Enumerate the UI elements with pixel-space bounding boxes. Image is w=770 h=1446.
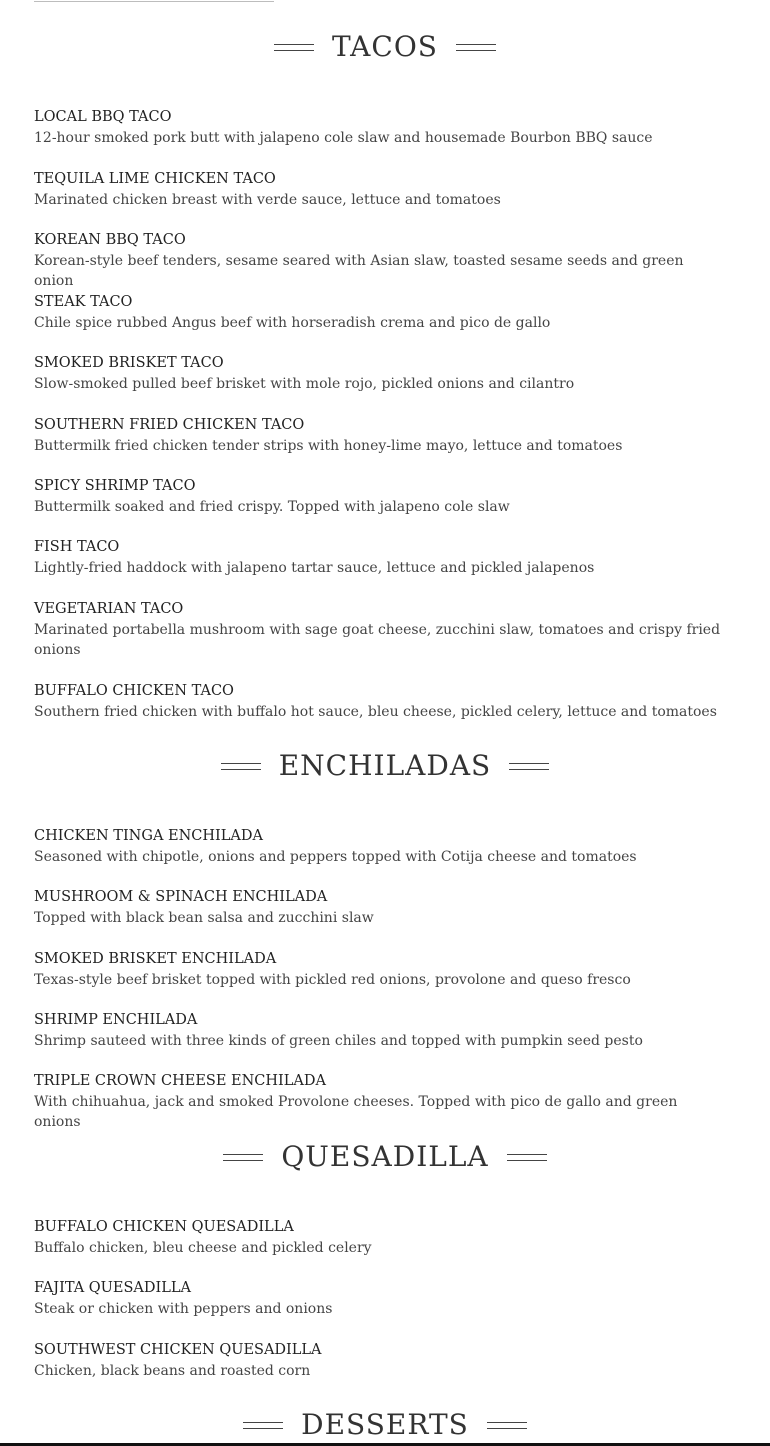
menu-item-description: Texas-style beef brisket topped with pickled red onions, provolone and queso fresco (34, 972, 631, 988)
menu-item-name: SOUTHERN FRIED CHICKEN TACO (34, 417, 305, 433)
section-enchiladas (0, 746, 770, 786)
menu-item-name: VEGETARIAN TACO (34, 601, 184, 617)
menu-item-description: Steak or chicken with peppers and onions (34, 1301, 333, 1317)
section-quesadilla (0, 1137, 770, 1177)
menu-item-name: FISH TACO (34, 539, 120, 555)
menu-item-name: SOUTHWEST CHICKEN QUESADILLA (34, 1342, 322, 1358)
menu-item-name: SMOKED BRISKET TACO (34, 355, 224, 371)
previous-section-remnant (34, 0, 274, 2)
section-heading (0, 746, 770, 786)
menu-item-description: 12-hour smoked pork butt with jalapeno cole slaw and housemade Bourbon BBQ sauce (34, 130, 653, 146)
menu-item (34, 292, 724, 333)
menu-item (34, 599, 724, 660)
menu-item-description: Shrimp sauteed with three kinds of green chiles and topped with pumpkin seed pesto (34, 1033, 643, 1049)
heading-rule-left (243, 1422, 283, 1429)
menu-item (34, 353, 724, 394)
menu-item (34, 537, 724, 578)
heading-rule-left (223, 1154, 263, 1161)
menu-item-description: Lightly-fried haddock with jalapeno tartar sauce, lettuce and pickled jalapenos (34, 560, 595, 576)
menu-item (34, 826, 724, 867)
section-desserts (0, 1405, 770, 1445)
menu-item-description: Chicken, black beans and roasted corn (34, 1363, 311, 1379)
menu-item-description: With chihuahua, jack and smoked Provolone cheeses. Topped with pico de gallo and green onions (34, 1094, 678, 1130)
menu-item-description: Southern fried chicken with buffalo hot sauce, bleu cheese, pickled celery, lettuce and tomatoes (34, 704, 717, 720)
menu-item (34, 1340, 724, 1381)
menu-item-name: BUFFALO CHICKEN QUESADILLA (34, 1219, 294, 1235)
section-title: QUESADILLA (281, 1140, 489, 1173)
menu-item-description: Marinated portabella mushroom with sage goat cheese, zucchini slaw, tomatoes and crispy fried onions (34, 622, 721, 658)
menu-item-name: TEQUILA LIME CHICKEN TACO (34, 171, 276, 187)
section-title: ENCHILADAS (278, 749, 492, 782)
heading-rule-left (221, 763, 261, 770)
menu-item (34, 476, 724, 517)
menu-item-description: Buttermilk soaked and fried crispy. Topped with jalapeno cole slaw (34, 499, 510, 515)
menu-item-description: Seasoned with chipotle, onions and peppers topped with Cotija cheese and tomatoes (34, 849, 637, 865)
menu-item (34, 169, 724, 210)
menu-item (34, 107, 724, 148)
menu-item-description: Marinated chicken breast with verde sauce, lettuce and tomatoes (34, 192, 501, 208)
heading-rule-left (274, 44, 314, 51)
menu-item-description: Korean-style beef tenders, sesame seared with Asian slaw, toasted sesame seeds and green onion (34, 253, 684, 289)
menu-item-name: SPICY SHRIMP TACO (34, 478, 196, 494)
section-title: TACOS (332, 30, 438, 63)
menu-item (34, 949, 724, 990)
menu-item (34, 1010, 724, 1051)
menu-item-name: SHRIMP ENCHILADA (34, 1012, 198, 1028)
menu-item-name: MUSHROOM & SPINACH ENCHILADA (34, 889, 328, 905)
menu-item-description: Chile spice rubbed Angus beef with horseradish crema and pico de gallo (34, 315, 551, 331)
heading-rule-right (507, 1154, 547, 1161)
menu-item-name: STEAK TACO (34, 294, 133, 310)
menu-item-name: CHICKEN TINGA ENCHILADA (34, 828, 263, 844)
menu-item (34, 887, 724, 928)
heading-rule-right (487, 1422, 527, 1429)
menu-item-name: FAJITA QUESADILLA (34, 1280, 191, 1296)
menu-item (34, 1217, 724, 1258)
section-heading (0, 27, 770, 67)
heading-rule-right (509, 763, 549, 770)
menu-item-description: Slow-smoked pulled beef brisket with mole rojo, pickled onions and cilantro (34, 376, 575, 392)
menu-item (34, 1278, 724, 1319)
menu-item-description: Topped with black bean salsa and zucchini slaw (34, 910, 374, 926)
menu-item-description: Buttermilk fried chicken tender strips with honey-lime mayo, lettuce and tomatoes (34, 438, 623, 454)
section-heading (0, 1405, 770, 1445)
menu-item-name: SMOKED BRISKET ENCHILADA (34, 951, 277, 967)
menu-item-name: TRIPLE CROWN CHEESE ENCHILADA (34, 1073, 326, 1089)
menu-item (34, 415, 724, 456)
menu-item-name: LOCAL BBQ TACO (34, 109, 172, 125)
section-tacos (0, 27, 770, 67)
section-heading (0, 1137, 770, 1177)
menu-item (34, 1071, 724, 1132)
menu-item-description: Buffalo chicken, bleu cheese and pickled celery (34, 1240, 372, 1256)
menu-item-name: KOREAN BBQ TACO (34, 232, 186, 248)
menu-item (34, 681, 724, 722)
section-title: DESSERTS (301, 1408, 469, 1441)
menu-item-name: BUFFALO CHICKEN TACO (34, 683, 234, 699)
heading-rule-right (456, 44, 496, 51)
menu-item (34, 230, 724, 291)
